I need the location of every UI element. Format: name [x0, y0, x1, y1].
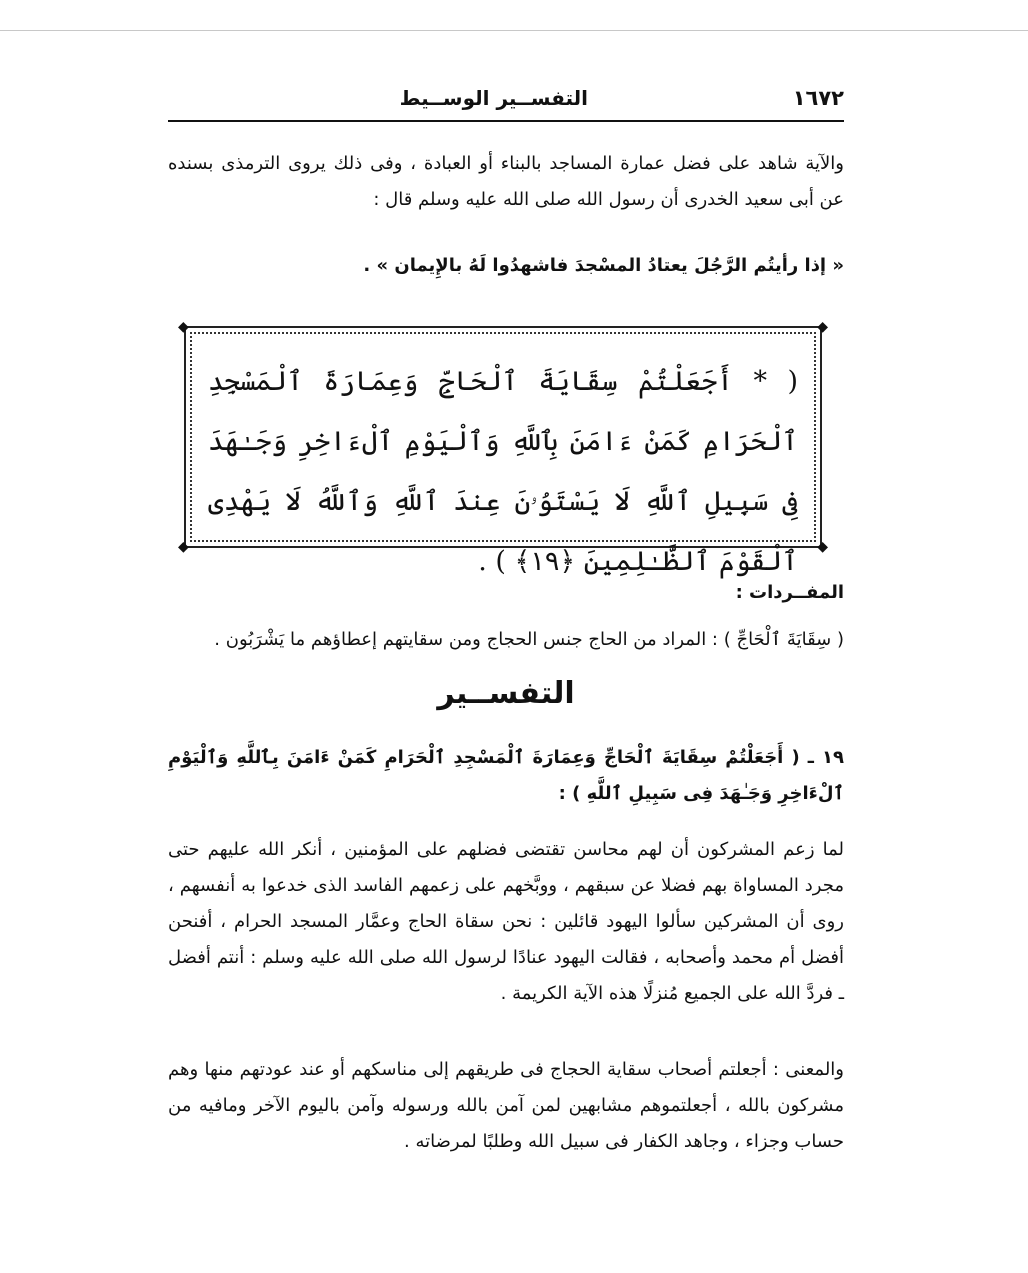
vocabulary-entry: ( سِقَايَةَ ٱلْحَاجِّ ) : المراد من الحاج جنس الحجاج ومن سقايتهم إعطاؤهم ما يَشْرَبُون .	[214, 629, 844, 650]
page-header	[168, 86, 844, 122]
frame-corner-ornament-icon: ◆	[817, 539, 828, 555]
tafsir-heading: التفســير	[437, 676, 575, 711]
tafsir-paragraph: لما زعم المشركون أن لهم محاسن تقتضى فضلهم على المؤمنين ، أنكر الله عليهم حتى مجرد المساواة بهم فضلا عن سبقهم ، ووبَّخهم على زعمهم الفاسد الذى خدعوا به أنفسهم ، روى أن المشركين سألوا اليهود قائلين : نحن سقاة الحاج وعمَّار المسجد الحرام ، أفنحن أفضل أم محمد وأصحابه ، فقالت اليهود عنادًا لرسول الله صلى الله عليه وسلم : أنتم أفضل ـ فردَّ الله على الجميع مُنزلًا هذه الآية الكريمة .	[168, 839, 844, 1004]
quran-verse-text: ( * أَجَعَلْتُمْ سِقَايَةَ ٱلْحَاجِّ وَعِمَارَةَ ٱلْمَسْجِدِ ٱلْحَرَامِ كَمَنْ ءَامَنَ بِٱللَّهِ وَٱلْيَوْمِ ٱلْءَاخِرِ وَجَـٰهَدَ فِى سَبِيلِ ٱللَّهِ لَا يَسْتَوُۥنَ عِندَ ٱللَّهِ وَٱللَّهُ لَا يَهْدِى ٱلْقَوْمَ ٱلظَّـٰلِمِينَ ﴿١٩﴾ ) .	[208, 366, 798, 577]
frame-corner-ornament-icon: ◆	[817, 319, 828, 335]
page-number: ١٦٧٢	[792, 86, 844, 110]
meaning-paragraph: والمعنى : أجعلتم أصحاب سقاية الحجاج فى طريقهم إلى مناسكهم أو عند عودتهم منها وهم مشركون بالله ، أجعلتموهم مشابهين لمن آمن بالله ورسوله وآمن باليوم الآخر ومافيه من حساب وجزاء ، وجاهد الكفار فى سبيل الله وطلبًا لمرضاته .	[168, 1059, 844, 1152]
intro-paragraph: والآية شاهد على فضل عمارة المساجد بالبناء أو العبادة ، وفى ذلك يروى الترمذى بسنده عن أبى سعيد الخدرى أن رسول الله صلى الله عليه وسلم قال :	[168, 153, 844, 210]
scan-edge-rule	[0, 30, 1028, 31]
running-title: التفســير الوســيط	[399, 86, 588, 110]
verse-citation: ١٩ ـ ( أَجَعَلْتُمْ سِقَايَةَ ٱلْحَاجِّ وَعِمَارَةَ ٱلْمَسْجِدِ ٱلْحَرَامِ كَمَنْ ءَامَنَ بِٱللَّهِ وَٱلْيَوْمِ ٱلْءَاخِرِ وَجَـٰهَدَ فِى سَبِيلِ ٱللَّهِ ) :	[168, 747, 844, 804]
vocabulary-heading: المفــردات :	[735, 582, 844, 603]
frame-corner-ornament-icon: ◆	[178, 539, 189, 555]
hadith-quote: « إذا رأيتُم الرَّجُلَ يعتادُ المسْجدَ فاشهدُوا لَهُ بالإِيمان » .	[363, 255, 844, 276]
frame-corner-ornament-icon: ◆	[178, 319, 189, 335]
